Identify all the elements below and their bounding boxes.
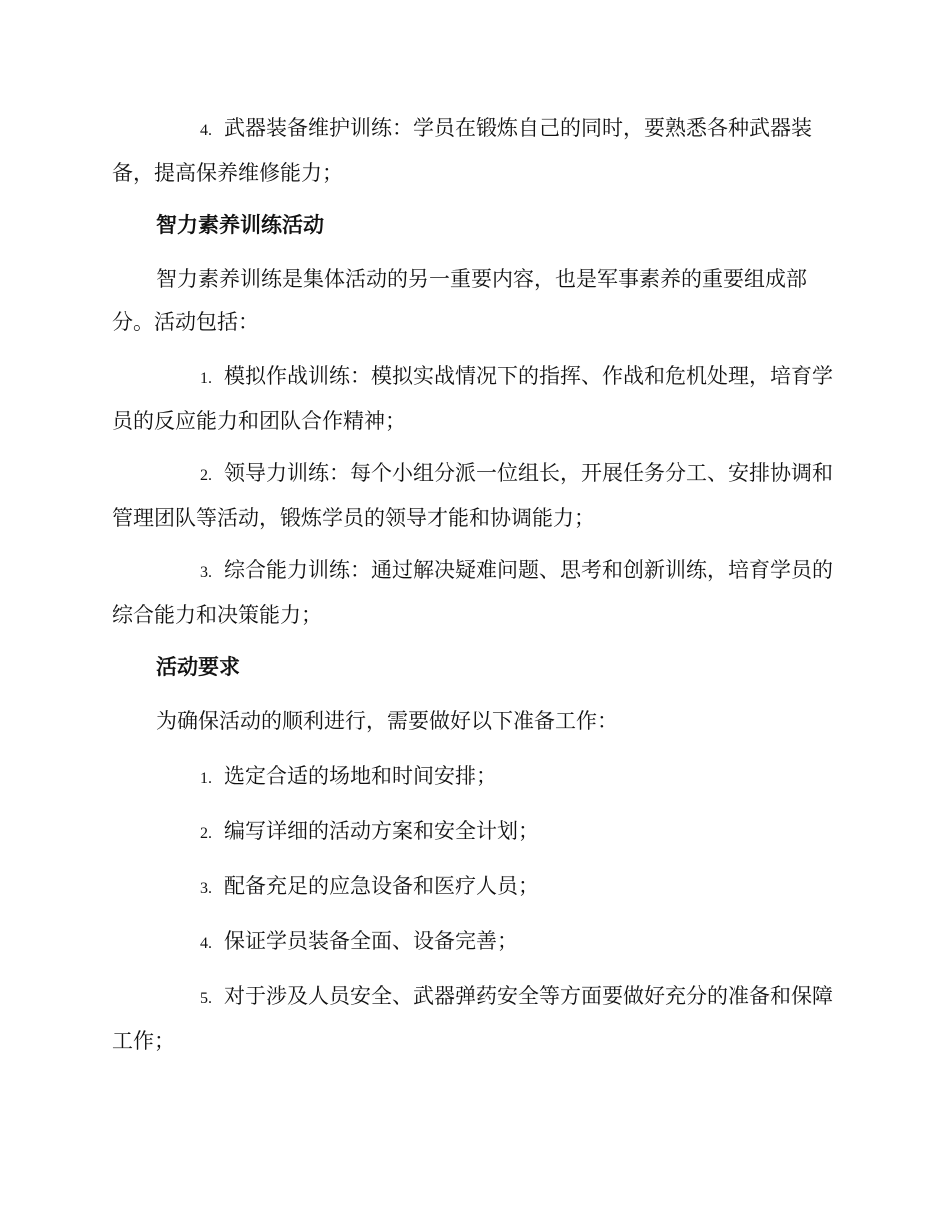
- list-number: 4.: [200, 935, 212, 952]
- list-item-text: 武器装备维护训练：学员在锻炼自己的同时，要熟悉各种武器装备，提高保养维修能力；: [112, 116, 812, 185]
- list-item: [112, 549, 834, 637]
- list-item: [112, 755, 834, 800]
- list-number: 1.: [200, 370, 212, 387]
- list-number: 2.: [200, 825, 212, 842]
- list-item-text: 配备充足的应急设备和医疗人员；: [224, 874, 539, 898]
- list-item: [112, 920, 834, 965]
- body-paragraph: 为确保活动的顺利进行，需要做好以下准备工作：: [156, 709, 618, 733]
- list-item-text: 领导力训练：每个小组分派一位组长，开展任务分工、安排协调和管理团队等活动，锻炼学员的领导才能和协调能力；: [112, 461, 833, 530]
- list-item: [112, 107, 834, 195]
- list-number: 5.: [200, 990, 212, 1007]
- list-number: 4.: [200, 122, 212, 139]
- body-paragraph: 智力素养训练是集体活动的另一重要内容，也是军事素养的重要组成部分。活动包括：: [112, 267, 807, 334]
- list-number: 1.: [200, 770, 212, 787]
- list-item: [112, 810, 834, 855]
- list-item: [112, 355, 834, 443]
- section-heading: 智力素养训练活动: [156, 212, 324, 237]
- list-number: 3.: [200, 564, 212, 581]
- section-heading: 活动要求: [156, 654, 240, 679]
- list-item-text: 保证学员装备全面、设备完善；: [224, 929, 518, 953]
- list-item: [112, 452, 834, 540]
- list-item-text: 对于涉及人员安全、武器弹药安全等方面要做好充分的准备和保障工作；: [112, 984, 833, 1053]
- list-item: [112, 865, 834, 910]
- list-item-text: 综合能力训练：通过解决疑难问题、思考和创新训练，培育学员的综合能力和决策能力；: [112, 558, 833, 627]
- list-item-text: 编写详细的活动方案和安全计划；: [224, 819, 539, 843]
- list-item: [112, 975, 834, 1063]
- list-number: 3.: [200, 880, 212, 897]
- list-item-text: 选定合适的场地和时间安排；: [224, 764, 497, 788]
- list-number: 2.: [200, 467, 212, 484]
- list-item-text: 模拟作战训练：模拟实战情况下的指挥、作战和危机处理，培育学员的反应能力和团队合作精神；: [112, 364, 833, 433]
